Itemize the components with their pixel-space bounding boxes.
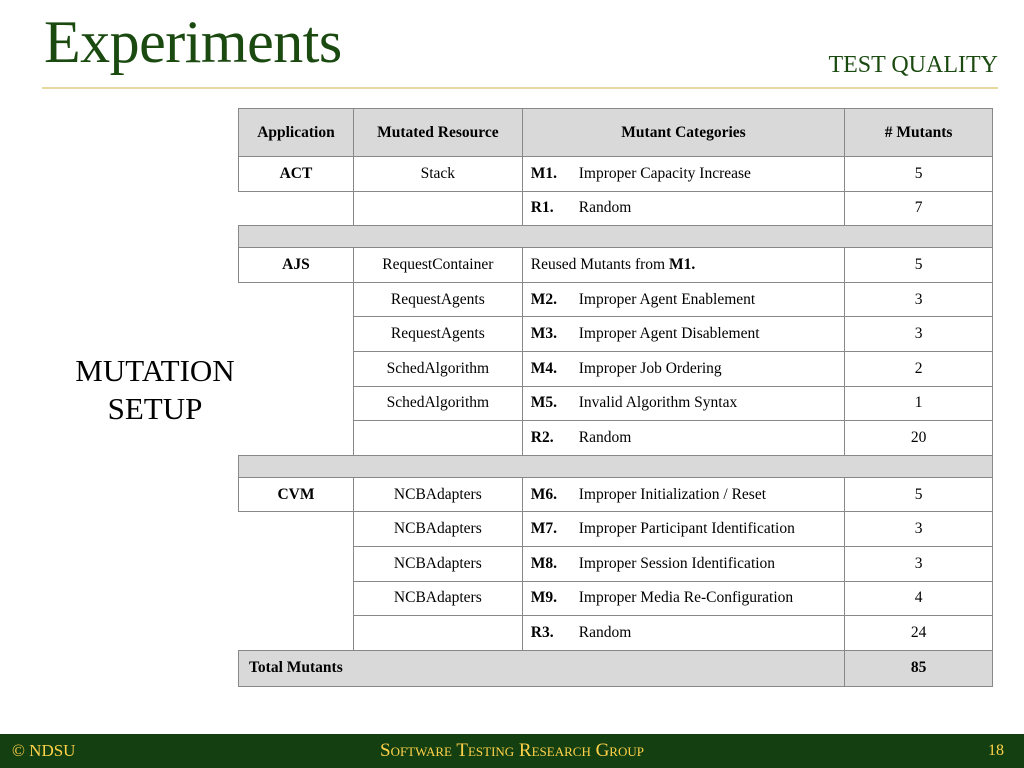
cell-resource: RequestAgents <box>353 282 522 317</box>
cell-category <box>522 512 844 547</box>
category-label: Improper Session Identification <box>578 554 776 572</box>
cell-application <box>239 546 354 581</box>
category-label: Improper Media Re-Configuration <box>578 589 794 607</box>
footer-bar <box>0 734 1024 768</box>
category-code: R2. <box>530 428 554 446</box>
category-code: M8. <box>530 554 558 572</box>
table-header-row <box>239 109 993 157</box>
table-row <box>239 512 993 547</box>
cell-count: 5 <box>845 157 993 192</box>
category-label: Improper Initialization / Reset <box>578 485 766 503</box>
table-row <box>239 386 993 421</box>
table-row <box>239 317 993 352</box>
table-row <box>239 546 993 581</box>
cell-application <box>239 351 354 386</box>
cell-application <box>239 282 354 317</box>
cell-resource: NCBAdapters <box>353 546 522 581</box>
cell-resource: RequestContainer <box>353 248 522 283</box>
table-row <box>239 191 993 226</box>
category-code: M9. <box>530 589 558 607</box>
header-mutant-categories: Mutant Categories <box>522 109 844 157</box>
cell-resource: NCBAdapters <box>353 581 522 616</box>
cell-category <box>522 282 844 317</box>
table-row <box>239 477 993 512</box>
cell-category <box>522 477 844 512</box>
category-label: Improper Agent Enablement <box>578 290 756 308</box>
category-code: M6. <box>530 485 558 503</box>
category-code: M1. <box>530 164 558 182</box>
total-label: Total Mutants <box>239 650 845 686</box>
category-code: M4. <box>530 359 558 377</box>
cell-application <box>239 421 354 456</box>
section-separator <box>239 226 993 248</box>
category-code: R3. <box>530 623 554 641</box>
cell-category <box>522 248 844 283</box>
category-code: M1. <box>668 255 696 273</box>
cell-count: 4 <box>845 581 993 616</box>
cell-count: 3 <box>845 282 993 317</box>
mutation-table <box>238 108 993 687</box>
section-separator <box>239 455 993 477</box>
cell-count: 3 <box>845 546 993 581</box>
cell-count: 3 <box>845 317 993 352</box>
cell-application <box>239 616 354 651</box>
category-label: Improper Capacity Increase <box>578 164 751 182</box>
side-label-line1: MUTATION <box>75 353 235 388</box>
cell-application: CVM <box>239 477 354 512</box>
header-mutated-resource: Mutated Resource <box>353 109 522 157</box>
cell-category <box>522 546 844 581</box>
category-code: M3. <box>530 325 558 343</box>
cell-category <box>522 616 844 651</box>
header-application: Application <box>239 109 354 157</box>
table-row <box>239 248 993 283</box>
cell-count: 7 <box>845 191 993 226</box>
cell-category <box>522 351 844 386</box>
category-label: Improper Job Ordering <box>578 359 722 377</box>
cell-category <box>522 386 844 421</box>
side-label <box>60 352 250 428</box>
category-code: M2. <box>530 290 558 308</box>
section-tag: TEST QUALITY <box>828 52 998 78</box>
category-label: Improper Agent Disablement <box>578 325 760 343</box>
cell-count: 1 <box>845 386 993 421</box>
cell-resource: RequestAgents <box>353 317 522 352</box>
table-row <box>239 157 993 192</box>
side-label-line2: SETUP <box>107 391 203 427</box>
title-divider <box>42 87 998 89</box>
cell-application: ACT <box>239 157 354 192</box>
footer-copyright: © NDSU <box>12 741 76 760</box>
cell-resource: NCBAdapters <box>353 512 522 547</box>
cell-category <box>522 191 844 226</box>
category-code: M5. <box>530 394 558 412</box>
cell-category <box>522 317 844 352</box>
total-value: 85 <box>845 650 993 686</box>
cell-resource: Stack <box>353 157 522 192</box>
slide-title: Experiments <box>44 9 342 75</box>
total-row <box>239 650 993 686</box>
cell-resource <box>353 421 522 456</box>
table-row <box>239 282 993 317</box>
category-label: Random <box>578 623 632 641</box>
category-label: Random <box>578 428 632 446</box>
category-label: Improper Participant Identification <box>578 520 795 538</box>
page-number: 18 <box>988 742 1004 759</box>
cell-application <box>239 386 354 421</box>
category-code: M7. <box>530 520 558 538</box>
cell-application <box>239 581 354 616</box>
cell-resource <box>353 616 522 651</box>
cell-count: 2 <box>845 351 993 386</box>
cell-resource: SchedAlgorithm <box>353 351 522 386</box>
cell-category <box>522 157 844 192</box>
table-row <box>239 581 993 616</box>
cell-count: 20 <box>845 421 993 456</box>
cell-count: 24 <box>845 616 993 651</box>
category-label: Random <box>578 199 632 217</box>
table-row <box>239 351 993 386</box>
cell-category <box>522 421 844 456</box>
cell-resource: SchedAlgorithm <box>353 386 522 421</box>
cell-count: 5 <box>845 248 993 283</box>
header-mutant-count: # Mutants <box>845 109 993 157</box>
cell-application <box>239 191 354 226</box>
cell-resource: NCBAdapters <box>353 477 522 512</box>
cell-resource <box>353 191 522 226</box>
table-row <box>239 616 993 651</box>
cell-application <box>239 512 354 547</box>
cell-application: AJS <box>239 248 354 283</box>
cell-count: 5 <box>845 477 993 512</box>
table-row <box>239 421 993 456</box>
category-label: Invalid Algorithm Syntax <box>578 394 738 412</box>
category-label: Reused Mutants from <box>530 255 666 273</box>
cell-count: 3 <box>845 512 993 547</box>
cell-category <box>522 581 844 616</box>
separator-cell <box>239 455 993 477</box>
cell-application <box>239 317 354 352</box>
category-code: R1. <box>530 199 554 217</box>
footer-group-name: Software Testing Research Group <box>380 740 644 761</box>
separator-cell <box>239 226 993 248</box>
